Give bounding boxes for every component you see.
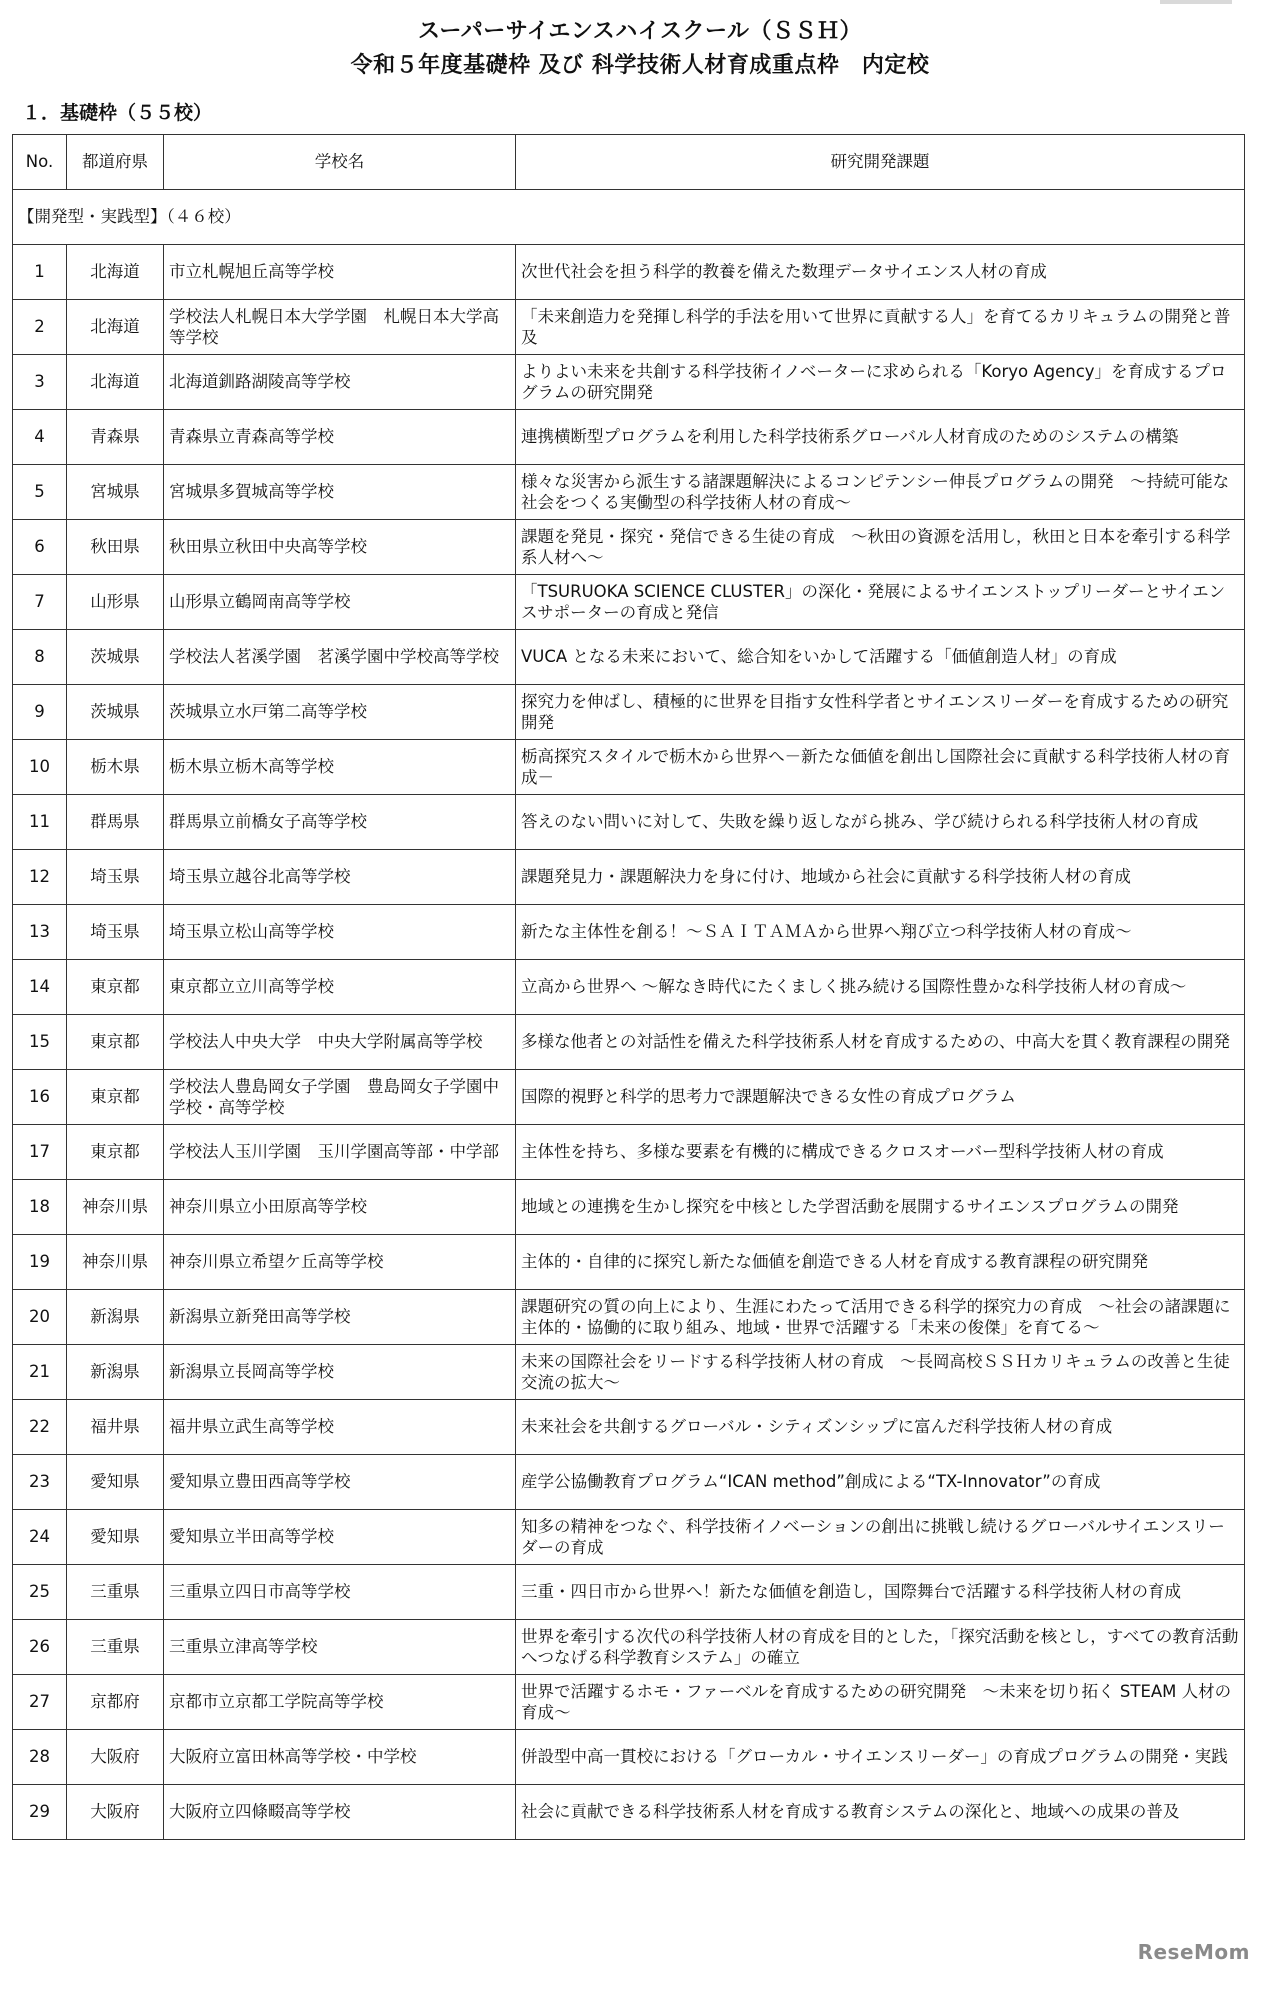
cell-theme: 課題研究の質の向上により、生涯にわたって活用できる科学的探究力の育成 ～社会の諸課題に主体的・協働的に取り組み、地域・世界で活躍する「未来の俊傑」を育てる～	[516, 1290, 1245, 1345]
cell-no: 17	[13, 1125, 67, 1180]
cell-prefecture: 秋田県	[67, 520, 164, 575]
cell-no: 8	[13, 630, 67, 685]
cell-no: 9	[13, 685, 67, 740]
cell-no: 24	[13, 1510, 67, 1565]
cell-no: 27	[13, 1675, 67, 1730]
table-row	[13, 520, 1245, 575]
cell-theme: 主体的・自律的に探究し新たな価値を創造できる人材を育成する教育課程の研究開発	[516, 1235, 1245, 1290]
cell-theme: 三重・四日市から世界へ！新たな価値を創造し，国際舞台で活躍する科学技術人材の育成	[516, 1565, 1245, 1620]
cell-school: 神奈川県立希望ケ丘高等学校	[164, 1235, 516, 1290]
cell-no: 19	[13, 1235, 67, 1290]
table-row	[13, 410, 1245, 465]
table-row	[13, 575, 1245, 630]
cell-prefecture: 東京都	[67, 1070, 164, 1125]
cell-prefecture: 京都府	[67, 1675, 164, 1730]
table-row	[13, 355, 1245, 410]
cell-prefecture: 山形県	[67, 575, 164, 630]
table-row	[13, 1620, 1245, 1675]
page-subtitle: 令和５年度基礎枠 及び 科学技術人材育成重点枠 内定校	[350, 53, 930, 78]
table-row	[13, 850, 1245, 905]
cell-school: 新潟県立新発田高等学校	[164, 1290, 516, 1345]
cell-school: 栃木県立栃木高等学校	[164, 740, 516, 795]
cell-theme: 多様な他者との対話性を備えた科学技術系人材を育成するための、中高大を貫く教育課程の開発	[516, 1015, 1245, 1070]
cell-theme: 立高から世界へ ～解なき時代にたくましく挑み続ける国際性豊かな科学技術人材の育成～	[516, 960, 1245, 1015]
cell-theme: 地域との連携を生かし探究を中核とした学習活動を展開するサイエンスプログラムの開発	[516, 1180, 1245, 1235]
cell-prefecture: 北海道	[67, 300, 164, 355]
header-theme: 研究開発課題	[516, 135, 1245, 190]
cell-prefecture: 埼玉県	[67, 905, 164, 960]
cell-theme: 新たな主体性を創る！～ＳＡＩＴＡＭＡから世界へ翔び立つ科学技術人材の育成～	[516, 905, 1245, 960]
cell-school: 新潟県立長岡高等学校	[164, 1345, 516, 1400]
cell-school: 大阪府立富田林高等学校・中学校	[164, 1730, 516, 1785]
cell-no: 25	[13, 1565, 67, 1620]
cell-prefecture: 北海道	[67, 245, 164, 300]
cell-prefecture: 東京都	[67, 1125, 164, 1180]
cell-no: 14	[13, 960, 67, 1015]
header-school: 学校名	[164, 135, 516, 190]
table-row	[13, 685, 1245, 740]
cell-no: 10	[13, 740, 67, 795]
cell-theme: 「未来創造力を発揮し科学的手法を用いて世界に貢献する人」を育てるカリキュラムの開発と普及	[516, 300, 1245, 355]
cell-prefecture: 宮城県	[67, 465, 164, 520]
cell-no: 26	[13, 1620, 67, 1675]
cell-school: 愛知県立半田高等学校	[164, 1510, 516, 1565]
cell-theme: 様々な災害から派生する諸課題解決によるコンピテンシー伸長プログラムの開発 ～持続可能な社会をつくる実働型の科学技術人材の育成～	[516, 465, 1245, 520]
page-title: スーパーサイエンスハイスクール（ＳＳＨ）	[417, 19, 863, 44]
cell-prefecture: 神奈川県	[67, 1235, 164, 1290]
cell-no: 20	[13, 1290, 67, 1345]
cell-school: 三重県立津高等学校	[164, 1620, 516, 1675]
cell-no: 4	[13, 410, 67, 465]
cell-no: 6	[13, 520, 67, 575]
cell-school: 青森県立青森高等学校	[164, 410, 516, 465]
cell-no: 16	[13, 1070, 67, 1125]
cell-theme: 次世代社会を担う科学的教養を備えた数理データサイエンス人材の育成	[516, 245, 1245, 300]
cell-no: 2	[13, 300, 67, 355]
table-row	[13, 1235, 1245, 1290]
table-row	[13, 1730, 1245, 1785]
cell-school: 群馬県立前橋女子高等学校	[164, 795, 516, 850]
school-table	[12, 134, 1245, 1840]
cell-school: 埼玉県立松山高等学校	[164, 905, 516, 960]
table-row	[13, 1070, 1245, 1125]
cell-no: 11	[13, 795, 67, 850]
table-row	[13, 1290, 1245, 1345]
cell-school: 愛知県立豊田西高等学校	[164, 1455, 516, 1510]
cell-no: 12	[13, 850, 67, 905]
table-row	[13, 1015, 1245, 1070]
cell-no: 18	[13, 1180, 67, 1235]
cell-no: 22	[13, 1400, 67, 1455]
cell-theme: 栃高探究スタイルで栃木から世界へ－新たな価値を創出し国際社会に貢献する科学技術人材の育成－	[516, 740, 1245, 795]
table-row	[13, 1180, 1245, 1235]
cell-theme: 国際的視野と科学的思考力で課題解決できる女性の育成プログラム	[516, 1070, 1245, 1125]
section-heading: １．基礎枠（５５校）	[22, 102, 213, 124]
cell-no: 28	[13, 1730, 67, 1785]
cell-no: 23	[13, 1455, 67, 1510]
cell-prefecture: 新潟県	[67, 1345, 164, 1400]
cell-theme: 主体性を持ち、多様な要素を有機的に構成できるクロスオーバー型科学技術人材の育成	[516, 1125, 1245, 1180]
table-row	[13, 1455, 1245, 1510]
cell-school: 宮城県多賀城高等学校	[164, 465, 516, 520]
cell-no: 15	[13, 1015, 67, 1070]
cell-school: 福井県立武生高等学校	[164, 1400, 516, 1455]
table-row	[13, 960, 1245, 1015]
cell-prefecture: 神奈川県	[67, 1180, 164, 1235]
cell-no: 5	[13, 465, 67, 520]
table-row	[13, 245, 1245, 300]
cell-theme: 知多の精神をつなぐ、科学技術イノベーションの創出に挑戦し続けるグローバルサイエンスリーダーの育成	[516, 1510, 1245, 1565]
table-row	[13, 465, 1245, 520]
cell-no: 21	[13, 1345, 67, 1400]
cell-prefecture: 栃木県	[67, 740, 164, 795]
cell-theme: 未来社会を共創するグローバル・シティズンシップに富んだ科学技術人材の育成	[516, 1400, 1245, 1455]
table-row	[13, 795, 1245, 850]
table-row	[13, 1345, 1245, 1400]
cell-school: 北海道釧路湖陵高等学校	[164, 355, 516, 410]
cell-school: 京都市立京都工学院高等学校	[164, 1675, 516, 1730]
table-row	[13, 905, 1245, 960]
cell-no: 13	[13, 905, 67, 960]
cell-school: 学校法人札幌日本大学学園 札幌日本大学高等学校	[164, 300, 516, 355]
cell-school: 市立札幌旭丘高等学校	[164, 245, 516, 300]
table-row	[13, 1125, 1245, 1180]
cell-school: 埼玉県立越谷北高等学校	[164, 850, 516, 905]
cell-prefecture: 茨城県	[67, 630, 164, 685]
cell-no: 1	[13, 245, 67, 300]
cell-prefecture: 新潟県	[67, 1290, 164, 1345]
header-prefecture: 都道府県	[67, 135, 164, 190]
cell-prefecture: 埼玉県	[67, 850, 164, 905]
cell-theme: 課題発見力・課題解決力を身に付け、地域から社会に貢献する科学技術人材の育成	[516, 850, 1245, 905]
cell-school: 山形県立鶴岡南高等学校	[164, 575, 516, 630]
cell-prefecture: 三重県	[67, 1565, 164, 1620]
cell-theme: 世界を牽引する次代の科学技術人材の育成を目的とした，「探究活動を核とし，すべての教育活動へつなげる科学教育システム」の確立	[516, 1620, 1245, 1675]
cell-prefecture: 東京都	[67, 1015, 164, 1070]
table-row	[13, 1510, 1245, 1565]
cell-prefecture: 愛知県	[67, 1455, 164, 1510]
table-row	[13, 300, 1245, 355]
cell-no: 7	[13, 575, 67, 630]
cell-theme: 連携横断型プログラムを利用した科学技術系グローバル人材育成のためのシステムの構築	[516, 410, 1245, 465]
cell-theme: 社会に貢献できる科学技術系人材を育成する教育システムの深化と、地域への成果の普及	[516, 1785, 1245, 1840]
table-row	[13, 1785, 1245, 1840]
category-label: 【開発型・実践型】（４６校）	[13, 190, 1245, 245]
table-row	[13, 1565, 1245, 1620]
category-row	[13, 190, 1245, 245]
cell-theme: 未来の国際社会をリードする科学技術人材の育成 ～長岡高校ＳＳＨカリキュラムの改善と生徒交流の拡大～	[516, 1345, 1245, 1400]
table-row	[13, 740, 1245, 795]
table-row	[13, 630, 1245, 685]
cell-school: 学校法人中央大学 中央大学附属高等学校	[164, 1015, 516, 1070]
cell-theme: 併設型中高一貫校における「グローカル・サイエンスリーダー」の育成プログラムの開発・実践	[516, 1730, 1245, 1785]
cell-theme: 産学公協働教育プログラム“ICAN method”創成による“TX-Innovator”の育成	[516, 1455, 1245, 1510]
cell-theme: 課題を発見・探究・発信できる生徒の育成 ～秋田の資源を活用し，秋田と日本を牽引する科学系人材へ～	[516, 520, 1245, 575]
cell-school: 秋田県立秋田中央高等学校	[164, 520, 516, 575]
resemom-watermark: ReseMom	[1137, 1940, 1250, 1964]
cell-theme: VUCA となる未来において、総合知をいかして活躍する「価値創造人材」の育成	[516, 630, 1245, 685]
cell-prefecture: 群馬県	[67, 795, 164, 850]
table-row	[13, 1400, 1245, 1455]
cell-school: 茨城県立水戸第二高等学校	[164, 685, 516, 740]
cell-school: 学校法人茗溪学園 茗溪学園中学校高等学校	[164, 630, 516, 685]
cell-school: 三重県立四日市高等学校	[164, 1565, 516, 1620]
cell-school: 神奈川県立小田原高等学校	[164, 1180, 516, 1235]
cell-prefecture: 三重県	[67, 1620, 164, 1675]
cell-prefecture: 愛知県	[67, 1510, 164, 1565]
header-no: No.	[13, 135, 67, 190]
cell-theme: 探究力を伸ばし、積極的に世界を目指す女性科学者とサイエンスリーダーを育成するための研究開発	[516, 685, 1245, 740]
cell-school: 学校法人豊島岡女子学園 豊島岡女子学園中学校・高等学校	[164, 1070, 516, 1125]
cell-prefecture: 東京都	[67, 960, 164, 1015]
corner-mark	[1160, 0, 1232, 4]
cell-prefecture: 青森県	[67, 410, 164, 465]
cell-school: 東京都立立川高等学校	[164, 960, 516, 1015]
cell-school: 学校法人玉川学園 玉川学園高等部・中学部	[164, 1125, 516, 1180]
cell-no: 3	[13, 355, 67, 410]
cell-school: 大阪府立四條畷高等学校	[164, 1785, 516, 1840]
cell-theme: 世界で活躍するホモ・ファーベルを育成するための研究開発 ～未来を切り拓く STEAM 人材の育成～	[516, 1675, 1245, 1730]
cell-prefecture: 大阪府	[67, 1785, 164, 1840]
cell-prefecture: 大阪府	[67, 1730, 164, 1785]
cell-prefecture: 福井県	[67, 1400, 164, 1455]
table-header-row	[13, 135, 1245, 190]
cell-prefecture: 北海道	[67, 355, 164, 410]
cell-theme: 「TSURUOKA SCIENCE CLUSTER」の深化・発展によるサイエンストップリーダーとサイエンスサポーターの育成と発信	[516, 575, 1245, 630]
cell-no: 29	[13, 1785, 67, 1840]
cell-theme: 答えのない問いに対して、失敗を繰り返しながら挑み、学び続けられる科学技術人材の育成	[516, 795, 1245, 850]
cell-theme: よりよい未来を共創する科学技術イノベーターに求められる「Koryo Agency」を育成するプログラムの研究開発	[516, 355, 1245, 410]
cell-prefecture: 茨城県	[67, 685, 164, 740]
table-row	[13, 1675, 1245, 1730]
